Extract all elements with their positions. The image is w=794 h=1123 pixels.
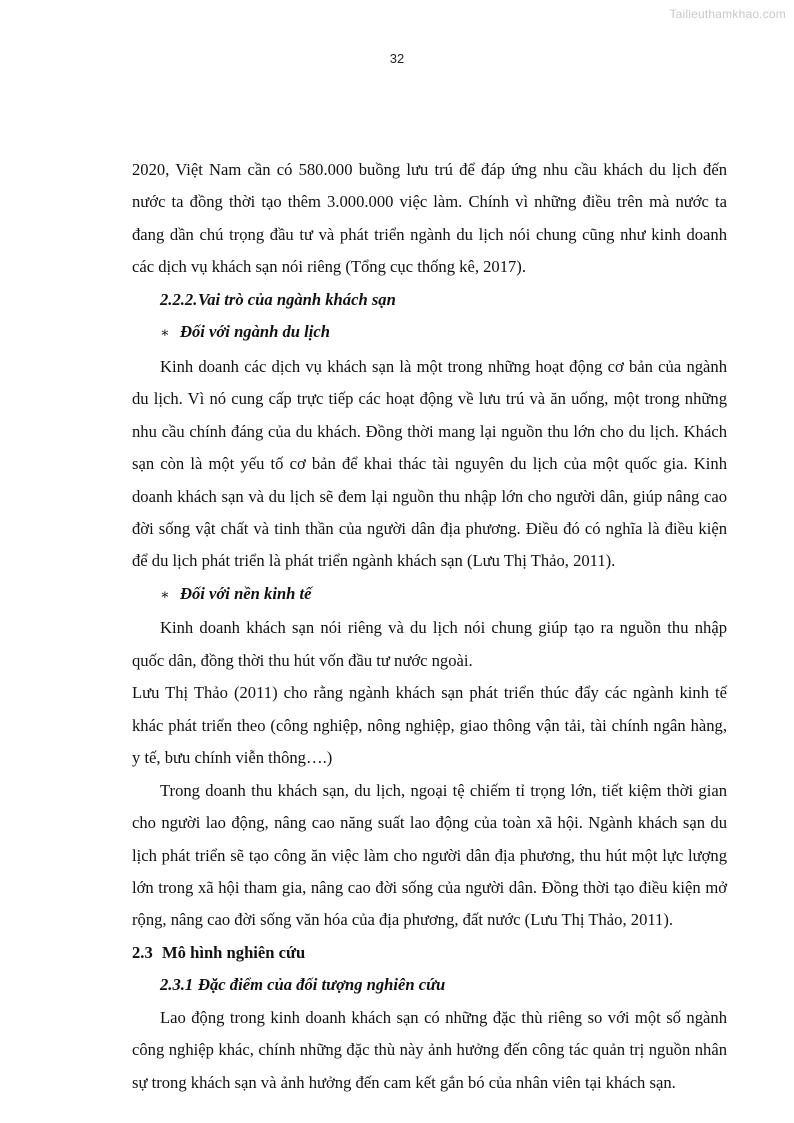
bullet-tourism — [132, 316, 727, 350]
section-number: 2.2.2. — [160, 289, 198, 309]
bullet-icon: ∗ — [160, 326, 170, 342]
document-body — [132, 154, 727, 1099]
bullet-label: Đối với ngành du lịch — [180, 322, 330, 342]
section-title: Vai trò của ngành khách sạn — [198, 289, 396, 309]
paragraph-intro: 2020, Việt Nam cần có 580.000 buồng lưu trú để đáp ứng nhu cầu khách du lịch đến nước ta đồng thời tạo thêm 3.000.000 việc làm. Chính vì những điều trên mà nước ta đang dần chú trọng đầu tư và phát triển ngành du lịch nói chung cũng như kinh doanh các dịch vụ khách sạn nói riêng (Tổng cục thống kê, 2017). — [132, 160, 727, 277]
section-heading-2-2-2 — [132, 284, 727, 316]
watermark: Tailieuthamkhao.com — [669, 7, 786, 21]
section-title: Đặc điểm của đối tượng nghiên cứu — [198, 975, 446, 995]
section-heading-2-3 — [132, 937, 727, 969]
page-number: 32 — [389, 51, 405, 66]
section-heading-2-3-1 — [132, 969, 727, 1001]
paragraph-tourism-role: Kinh doanh các dịch vụ khách sạn là một trong những hoạt động cơ bản của ngành du lịch. Vì nó cung cấp trực tiếp các hoạt động về lưu trú và ăn uống, một trong những nhu cầu chính đáng của du khách. Đồng thời mang lại nguồn thu lớn cho du lịch. Khách sạn còn là một yếu tố cơ bản để khai thác tài nguyên du lịch của một quốc gia. Kinh doanh khách sạn và du lịch sẽ đem lại nguồn thu nhập lớn cho người dân, giúp nâng cao đời sống vật chất và tinh thần của người dân địa phương. Điều đó có nghĩa là điều kiện để du lịch phát triển là phát triển ngành khách sạn (Lưu Thị Thảo, 2011). — [132, 356, 727, 571]
bullet-icon: ∗ — [160, 587, 170, 603]
bullet-label: Đối với nền kinh tế — [180, 583, 312, 603]
paragraph-economy-role: Kinh doanh khách sạn nói riêng và du lịch nói chung giúp tạo ra nguồn thu nhập quốc dân, đồng thời thu hút vốn đầu tư nước ngoài. — [132, 618, 727, 670]
paragraph-labor: Lao động trong kinh doanh khách sạn có những đặc thù riêng so với một số ngành công nghiệp khác, chính những đặc thù này ảnh hưởng đến công tác quản trị nguồn nhân sự trong khách sạn và ảnh hưởng đến cam kết gắn bó của nhân viên tại khách sạn. — [132, 1007, 727, 1092]
bullet-economy — [132, 578, 727, 612]
paragraph-citation: Lưu Thị Thảo (2011) cho rằng ngành khách sạn phát triển thúc đẩy các ngành kinh tế khác phát triển theo (công nghiệp, nông nghiệp, giao thông vận tải, tài chính ngân hàng, y tế, bưu chính viễn thông….) — [132, 683, 727, 768]
paragraph-revenue: Trong doanh thu khách sạn, du lịch, ngoại tệ chiếm tỉ trọng lớn, tiết kiệm thời gian cho người lao động, nâng cao năng suất lao động của toàn xã hội. Ngành khách sạn du lịch phát triển sẽ tạo công ăn việc làm cho người dân địa phương, thu hút một lực lượng lớn trong xã hội tham gia, nâng cao đời sống của người dân. Đồng thời tạo điều kiện mở rộng, nâng cao đời sống văn hóa của địa phương, đất nước (Lưu Thị Thảo, 2011). — [132, 780, 727, 930]
section-number: 2.3 — [132, 942, 153, 962]
section-number: 2.3.1 — [160, 975, 194, 995]
section-title: Mô hình nghiên cứu — [162, 942, 306, 962]
